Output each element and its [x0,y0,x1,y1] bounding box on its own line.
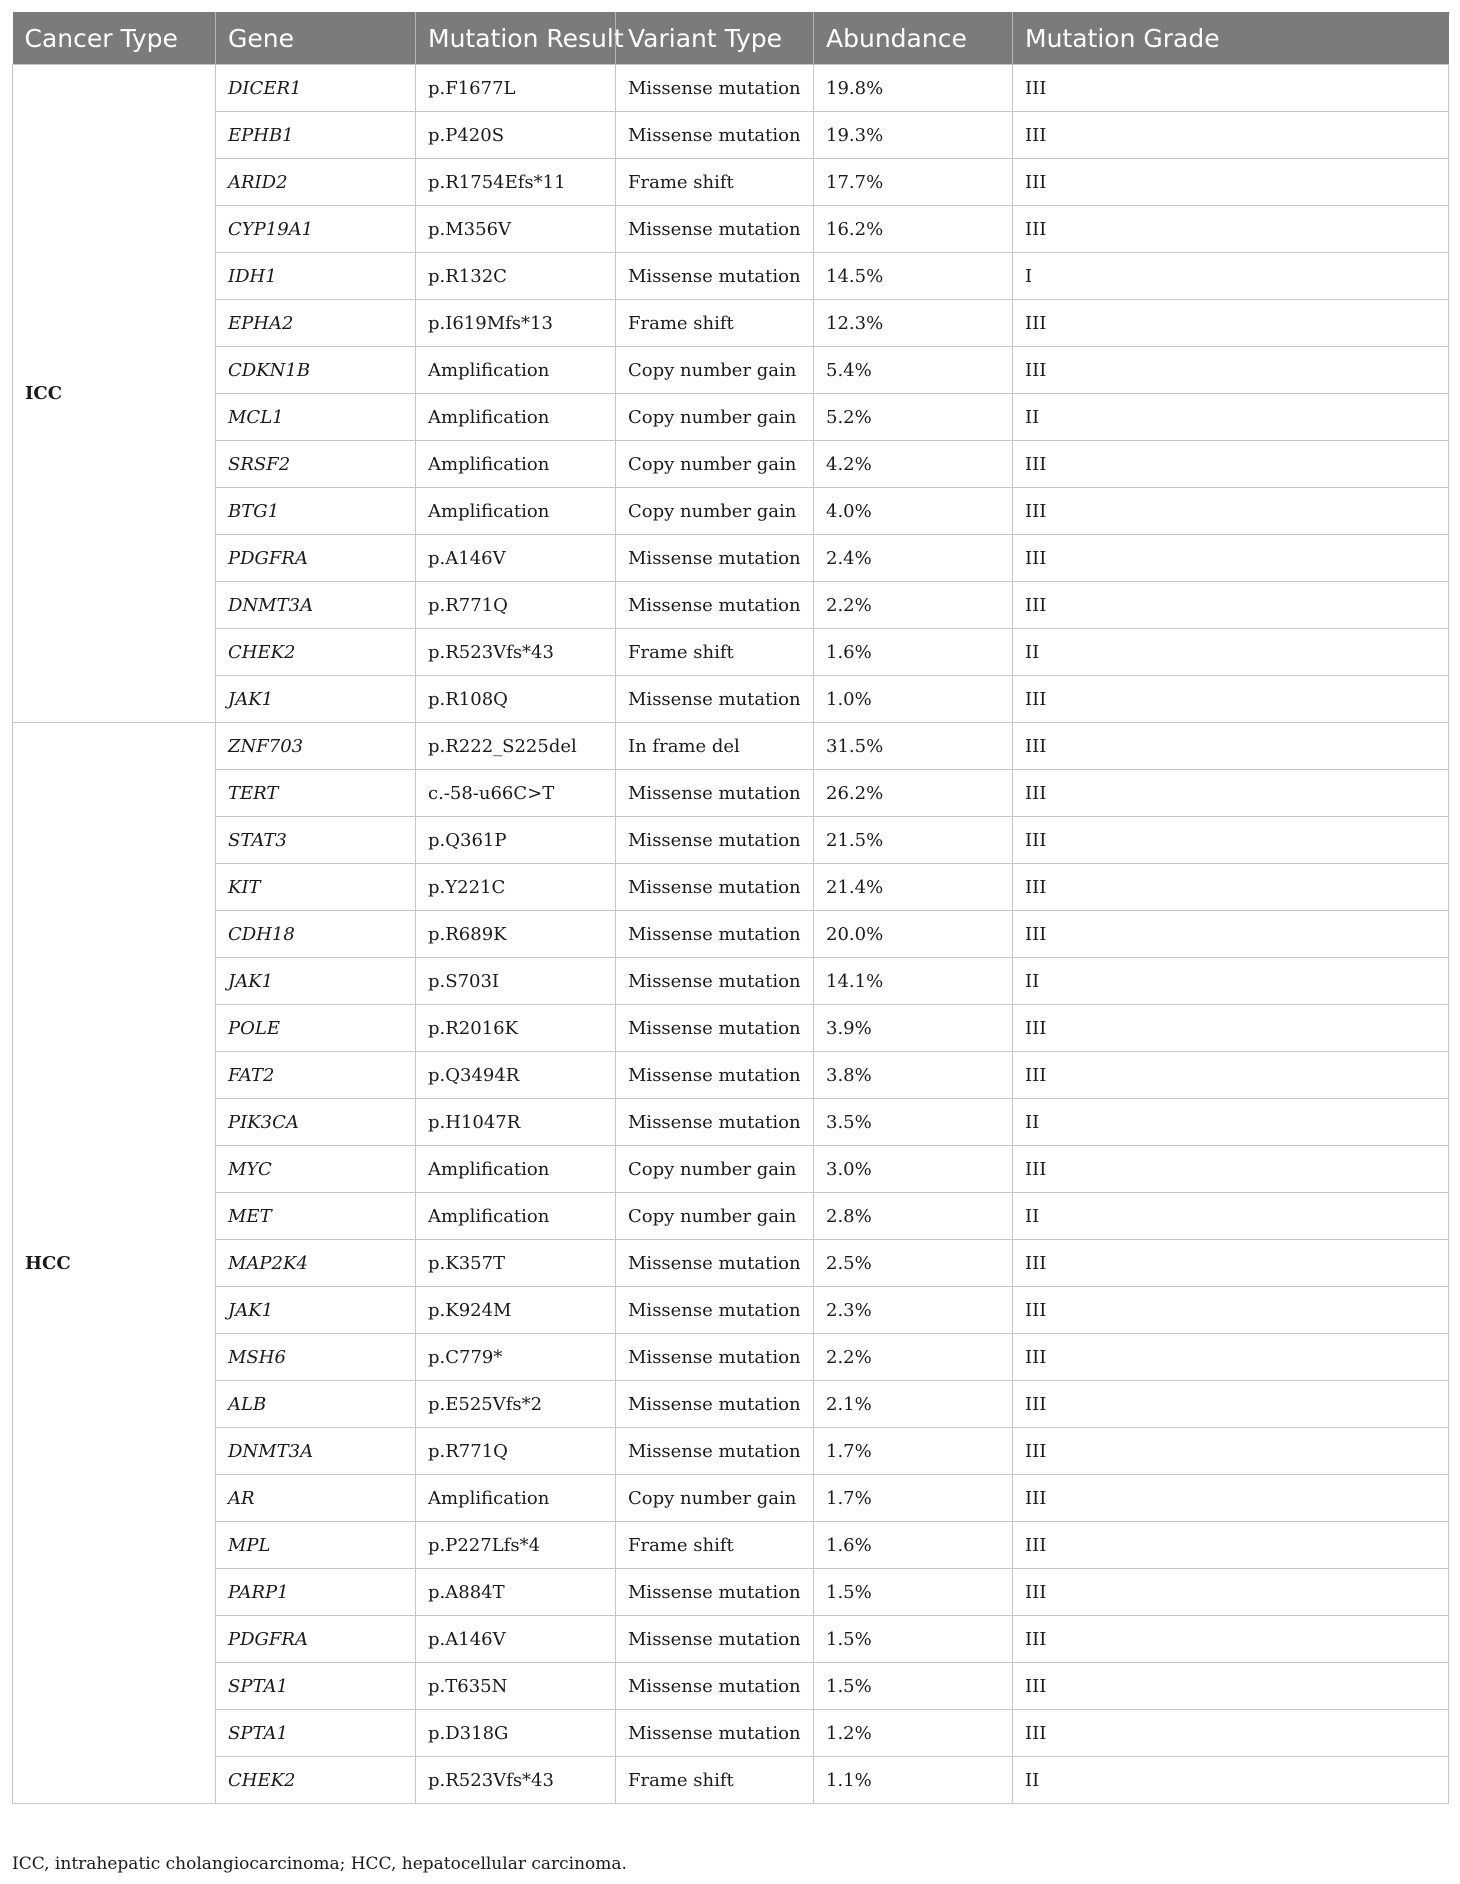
gene-cell: DNMT3A [216,582,416,629]
abundance-cell: 14.5% [814,253,1013,300]
table-row [13,770,1449,817]
gene-cell: MYC [216,1146,416,1193]
variant-type-cell: Copy number gain [616,1193,814,1240]
mutation-grade-cell: III [1013,1005,1449,1052]
abundance-cell: 2.3% [814,1287,1013,1334]
gene-cell: CDKN1B [216,347,416,394]
cancer-type-cell: HCC [13,723,216,1804]
table-row [13,1334,1449,1381]
table-row [13,206,1449,253]
abundance-cell: 2.2% [814,1334,1013,1381]
table-row [13,159,1449,206]
abundance-cell: 2.4% [814,535,1013,582]
mutation-table [12,12,1449,1804]
header-gene: Gene [216,12,416,65]
variant-type-cell: Missense mutation [616,1569,814,1616]
variant-type-cell: Missense mutation [616,253,814,300]
mutation-grade-cell: III [1013,1381,1449,1428]
mutation-grade-cell: III [1013,817,1449,864]
mutation-result-cell: p.S703I [416,958,616,1005]
variant-type-cell: Frame shift [616,1757,814,1804]
variant-type-cell: Missense mutation [616,1428,814,1475]
gene-cell: EPHB1 [216,112,416,159]
abundance-cell: 21.4% [814,864,1013,911]
mutation-result-cell: p.F1677L [416,65,616,112]
mutation-grade-cell: II [1013,1757,1449,1804]
variant-type-cell: Missense mutation [616,911,814,958]
abundance-cell: 16.2% [814,206,1013,253]
table-row [13,347,1449,394]
variant-type-cell: Missense mutation [616,770,814,817]
mutation-grade-cell: III [1013,676,1449,723]
variant-type-cell: Missense mutation [616,65,814,112]
mutation-grade-cell: II [1013,1193,1449,1240]
variant-type-cell: Copy number gain [616,347,814,394]
gene-cell: POLE [216,1005,416,1052]
table-row [13,723,1449,770]
table-row [13,394,1449,441]
gene-cell: ARID2 [216,159,416,206]
mutation-result-cell: p.Q3494R [416,1052,616,1099]
table-row [13,300,1449,347]
gene-cell: SPTA1 [216,1710,416,1757]
mutation-result-cell: p.R523Vfs*43 [416,629,616,676]
abundance-cell: 2.2% [814,582,1013,629]
mutation-grade-cell: III [1013,65,1449,112]
gene-cell: PDGFRA [216,535,416,582]
mutation-result-cell: p.E525Vfs*2 [416,1381,616,1428]
variant-type-cell: Frame shift [616,300,814,347]
mutation-result-cell: p.R771Q [416,1428,616,1475]
mutation-result-cell: p.T635N [416,1663,616,1710]
gene-cell: PIK3CA [216,1099,416,1146]
mutation-result-cell: Amplification [416,347,616,394]
abundance-cell: 19.3% [814,112,1013,159]
gene-cell: MET [216,1193,416,1240]
gene-cell: SRSF2 [216,441,416,488]
table-row [13,582,1449,629]
abundance-cell: 1.7% [814,1428,1013,1475]
mutation-grade-cell: III [1013,582,1449,629]
gene-cell: STAT3 [216,817,416,864]
mutation-grade-cell: III [1013,1663,1449,1710]
variant-type-cell: Copy number gain [616,441,814,488]
abundance-cell: 4.0% [814,488,1013,535]
mutation-result-cell: Amplification [416,1193,616,1240]
variant-type-cell: Missense mutation [616,1710,814,1757]
abundance-cell: 1.6% [814,1522,1013,1569]
table-row [13,1146,1449,1193]
table-row [13,441,1449,488]
mutation-result-cell: p.R108Q [416,676,616,723]
table-row [13,112,1449,159]
variant-type-cell: Copy number gain [616,1146,814,1193]
table-body [13,65,1449,1804]
gene-cell: CDH18 [216,911,416,958]
mutation-grade-cell: II [1013,394,1449,441]
gene-cell: DNMT3A [216,1428,416,1475]
variant-type-cell: Frame shift [616,629,814,676]
gene-cell: DICER1 [216,65,416,112]
mutation-result-cell: p.R523Vfs*43 [416,1757,616,1804]
variant-type-cell: Missense mutation [616,1663,814,1710]
table-row [13,629,1449,676]
mutation-result-cell: p.R2016K [416,1005,616,1052]
abundance-cell: 1.6% [814,629,1013,676]
mutation-grade-cell: III [1013,535,1449,582]
gene-cell: JAK1 [216,676,416,723]
mutation-result-cell: p.P227Lfs*4 [416,1522,616,1569]
header-mutation-grade: Mutation Grade [1013,12,1449,65]
mutation-result-cell: p.C779* [416,1334,616,1381]
abundance-cell: 5.4% [814,347,1013,394]
abundance-cell: 1.5% [814,1569,1013,1616]
abundance-cell: 1.2% [814,1710,1013,1757]
gene-cell: AR [216,1475,416,1522]
table-row [13,1475,1449,1522]
table-row [13,1522,1449,1569]
mutation-result-cell: p.A146V [416,1616,616,1663]
table-row [13,1428,1449,1475]
mutation-grade-cell: III [1013,864,1449,911]
mutation-result-cell: p.R771Q [416,582,616,629]
mutation-grade-cell: III [1013,159,1449,206]
gene-cell: MSH6 [216,1334,416,1381]
table-row [13,253,1449,300]
variant-type-cell: Copy number gain [616,488,814,535]
mutation-grade-cell: III [1013,1710,1449,1757]
cancer-type-cell: ICC [13,65,216,723]
mutation-grade-cell: III [1013,770,1449,817]
header-variant-type: Variant Type [616,12,814,65]
gene-cell: MPL [216,1522,416,1569]
variant-type-cell: Missense mutation [616,1381,814,1428]
variant-type-cell: Missense mutation [616,1334,814,1381]
abundance-cell: 26.2% [814,770,1013,817]
mutation-result-cell: Amplification [416,1146,616,1193]
abundance-cell: 1.0% [814,676,1013,723]
abundance-cell: 14.1% [814,958,1013,1005]
variant-type-cell: Copy number gain [616,1475,814,1522]
gene-cell: CHEK2 [216,629,416,676]
abundance-cell: 12.3% [814,300,1013,347]
variant-type-cell: Missense mutation [616,112,814,159]
table-row [13,488,1449,535]
mutation-result-cell: p.A146V [416,535,616,582]
abundance-cell: 1.5% [814,1663,1013,1710]
mutation-result-cell: p.K357T [416,1240,616,1287]
table-row [13,1005,1449,1052]
table-row [13,864,1449,911]
gene-cell: JAK1 [216,958,416,1005]
table-row [13,1757,1449,1804]
abundance-cell: 20.0% [814,911,1013,958]
mutation-result-cell: p.P420S [416,112,616,159]
gene-cell: EPHA2 [216,300,416,347]
variant-type-cell: Missense mutation [616,1099,814,1146]
header-cancer-type: Cancer Type [13,12,216,65]
mutation-grade-cell: III [1013,1522,1449,1569]
mutation-grade-cell: III [1013,1146,1449,1193]
mutation-grade-cell: II [1013,958,1449,1005]
header-abundance: Abundance [814,12,1013,65]
mutation-result-cell: c.-58-u66C>T [416,770,616,817]
mutation-grade-cell: III [1013,1569,1449,1616]
gene-cell: IDH1 [216,253,416,300]
table-row [13,535,1449,582]
mutation-result-cell: Amplification [416,1475,616,1522]
table-row [13,817,1449,864]
variant-type-cell: Copy number gain [616,394,814,441]
abundance-cell: 17.7% [814,159,1013,206]
table-row [13,1616,1449,1663]
table-header-row [13,12,1449,65]
mutation-result-cell: p.R132C [416,253,616,300]
variant-type-cell: Missense mutation [616,582,814,629]
abundance-cell: 3.8% [814,1052,1013,1099]
table-row [13,1240,1449,1287]
mutation-result-cell: p.Q361P [416,817,616,864]
mutation-grade-cell: III [1013,112,1449,159]
variant-type-cell: In frame del [616,723,814,770]
abundance-cell: 2.5% [814,1240,1013,1287]
mutation-grade-cell: III [1013,1475,1449,1522]
abundance-cell: 3.5% [814,1099,1013,1146]
table-row [13,911,1449,958]
gene-cell: SPTA1 [216,1663,416,1710]
abundance-cell: 5.2% [814,394,1013,441]
mutation-result-cell: Amplification [416,394,616,441]
mutation-result-cell: p.A884T [416,1569,616,1616]
table-footnote: ICC, intrahepatic cholangiocarcinoma; HCC, hepatocellular carcinoma. [12,1854,627,1874]
abundance-cell: 1.1% [814,1757,1013,1804]
abundance-cell: 2.8% [814,1193,1013,1240]
abundance-cell: 3.9% [814,1005,1013,1052]
gene-cell: FAT2 [216,1052,416,1099]
variant-type-cell: Frame shift [616,1522,814,1569]
variant-type-cell: Missense mutation [616,1005,814,1052]
mutation-result-cell: p.R1754Efs*11 [416,159,616,206]
mutation-grade-cell: III [1013,441,1449,488]
variant-type-cell: Missense mutation [616,1052,814,1099]
abundance-cell: 4.2% [814,441,1013,488]
variant-type-cell: Missense mutation [616,535,814,582]
mutation-result-cell: Amplification [416,441,616,488]
abundance-cell: 1.5% [814,1616,1013,1663]
table-row [13,676,1449,723]
mutation-grade-cell: III [1013,723,1449,770]
mutation-grade-cell: III [1013,1616,1449,1663]
gene-cell: BTG1 [216,488,416,535]
mutation-grade-cell: III [1013,1334,1449,1381]
variant-type-cell: Frame shift [616,159,814,206]
table-row [13,1381,1449,1428]
gene-cell: ZNF703 [216,723,416,770]
variant-type-cell: Missense mutation [616,958,814,1005]
mutation-result-cell: p.D318G [416,1710,616,1757]
mutation-result-cell: p.H1047R [416,1099,616,1146]
mutation-grade-cell: III [1013,300,1449,347]
variant-type-cell: Missense mutation [616,206,814,253]
variant-type-cell: Missense mutation [616,676,814,723]
mutation-result-cell: p.M356V [416,206,616,253]
mutation-grade-cell: III [1013,1240,1449,1287]
abundance-cell: 3.0% [814,1146,1013,1193]
mutation-grade-cell: III [1013,347,1449,394]
mutation-grade-cell: III [1013,1428,1449,1475]
mutation-result-cell: p.R689K [416,911,616,958]
mutation-result-cell: p.Y221C [416,864,616,911]
mutation-grade-cell: III [1013,911,1449,958]
mutation-result-cell: Amplification [416,488,616,535]
abundance-cell: 31.5% [814,723,1013,770]
variant-type-cell: Missense mutation [616,864,814,911]
mutation-grade-cell: III [1013,488,1449,535]
table-row [13,958,1449,1005]
abundance-cell: 21.5% [814,817,1013,864]
mutation-result-cell: p.K924M [416,1287,616,1334]
table-row [13,1099,1449,1146]
gene-cell: PARP1 [216,1569,416,1616]
header-mutation-result: Mutation Result [416,12,616,65]
table-row [13,1287,1449,1334]
abundance-cell: 2.1% [814,1381,1013,1428]
mutation-grade-cell: I [1013,253,1449,300]
variant-type-cell: Missense mutation [616,1287,814,1334]
mutation-result-cell: p.R222_S225del [416,723,616,770]
gene-cell: JAK1 [216,1287,416,1334]
mutation-grade-cell: II [1013,629,1449,676]
abundance-cell: 19.8% [814,65,1013,112]
gene-cell: MCL1 [216,394,416,441]
mutation-result-cell: p.I619Mfs*13 [416,300,616,347]
table-row [13,1710,1449,1757]
table-row [13,1569,1449,1616]
gene-cell: MAP2K4 [216,1240,416,1287]
table-row [13,1663,1449,1710]
gene-cell: PDGFRA [216,1616,416,1663]
mutation-grade-cell: III [1013,1287,1449,1334]
variant-type-cell: Missense mutation [616,1616,814,1663]
mutation-grade-cell: II [1013,1099,1449,1146]
variant-type-cell: Missense mutation [616,817,814,864]
gene-cell: TERT [216,770,416,817]
gene-cell: CHEK2 [216,1757,416,1804]
gene-cell: ALB [216,1381,416,1428]
gene-cell: KIT [216,864,416,911]
table-row [13,1052,1449,1099]
gene-cell: CYP19A1 [216,206,416,253]
abundance-cell: 1.7% [814,1475,1013,1522]
table-row [13,1193,1449,1240]
mutation-grade-cell: III [1013,206,1449,253]
table-row [13,65,1449,112]
mutation-grade-cell: III [1013,1052,1449,1099]
variant-type-cell: Missense mutation [616,1240,814,1287]
